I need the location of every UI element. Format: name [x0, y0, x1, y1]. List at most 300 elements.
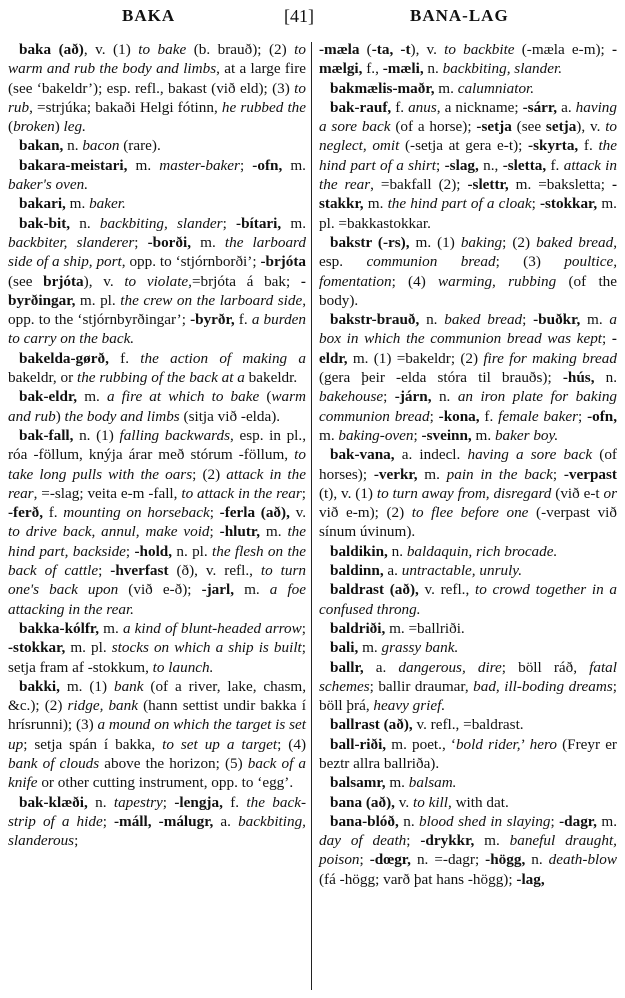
dictionary-entry	[8, 214, 306, 349]
headword: -sveinn,	[421, 426, 472, 444]
entry-text: f.	[546, 156, 564, 174]
headword: baldrast (að),	[330, 581, 419, 599]
entry-text: m. pl.	[65, 639, 112, 657]
translation: calumniator.	[457, 79, 535, 97]
entry-text: n.	[525, 851, 549, 869]
entry-text: (of the body).	[319, 272, 617, 309]
translation: untractable, unruly.	[401, 562, 522, 580]
headword: brjóta	[43, 272, 84, 290]
entry-text: bakeldr, or	[8, 369, 77, 387]
translation: anus	[408, 98, 437, 116]
right-column	[319, 40, 617, 889]
dictionary-entry	[319, 542, 617, 561]
headword: -jarl,	[201, 581, 235, 599]
translation: to violate,	[124, 272, 192, 290]
headword: bak-eldr,	[19, 388, 78, 406]
entry-text: ;	[162, 793, 175, 811]
translation: hero	[529, 735, 557, 753]
entry-text: a.	[557, 98, 576, 116]
headword: -eldr,	[319, 330, 617, 367]
translation: to attack in the rear	[181, 484, 302, 502]
entry-text: (b. brauð); (2)	[186, 41, 295, 58]
headword: ball-riði,	[330, 735, 387, 753]
entry-text: (	[259, 388, 272, 406]
entry-text: (Freyr er beztr allra ballriða).	[319, 735, 617, 772]
entry-text: f.	[391, 98, 409, 116]
translation: to bake	[138, 41, 187, 58]
translation: blood shed in slaying	[419, 812, 551, 830]
entry-text: ;	[522, 311, 534, 329]
entry-text: m. =baksletta;	[508, 176, 612, 194]
translation: to kill	[412, 793, 448, 811]
entry-text: (ð), v. refl.,	[168, 562, 261, 580]
headword: -ferð,	[8, 504, 43, 522]
headword: bakstr (-rs),	[330, 233, 410, 251]
headword: -sárr,	[522, 98, 558, 116]
headword: -mæli,	[382, 60, 424, 78]
translation: an iron plate for baking communion bread	[319, 388, 618, 425]
headword: baldinn,	[330, 562, 384, 580]
entry-text: , v. (1)	[83, 41, 139, 58]
translation: to take long pulls with the oars	[8, 446, 306, 483]
headword: -buðkr,	[533, 311, 581, 329]
translation: having a sore back	[467, 446, 593, 464]
entry-text: m.	[471, 426, 495, 444]
translation: master-baker	[159, 156, 240, 174]
translation: having a sore back	[319, 98, 617, 136]
translation: stocks on which a ship is built	[111, 639, 302, 657]
entry-text: (sitja við -elda).	[179, 407, 281, 425]
translation: the hind part of a shirt	[319, 137, 617, 174]
headword: balsamr,	[330, 774, 386, 792]
entry-text: ;	[239, 156, 253, 174]
headword: bakka-kólfr,	[19, 619, 100, 637]
entry-text: m.	[474, 832, 510, 850]
dictionary-entry	[319, 715, 617, 734]
dictionary-entry	[319, 561, 617, 580]
translation: to rub	[8, 79, 306, 116]
headword: -dœgr,	[369, 851, 411, 869]
entry-text: ; (2)	[502, 233, 537, 251]
entry-text: n.	[387, 542, 407, 560]
translation: the crew on the larboard side	[120, 291, 303, 309]
headword: -slag,	[444, 156, 479, 174]
entry-text: ; (3)	[495, 253, 565, 271]
headword: -kona,	[438, 407, 480, 425]
entry-text: ; setja spán í bakka,	[23, 735, 163, 753]
entry-text: m.	[127, 156, 160, 174]
entry-text: f.,	[362, 60, 383, 78]
entry-text: , opp. to ‘stjórnborði’;	[121, 253, 261, 271]
entry-text: ; (2)	[192, 465, 227, 483]
entry-text: m. (1)	[59, 677, 114, 695]
entry-text: ; böll þrá,	[319, 677, 617, 715]
headword: bakki,	[19, 677, 60, 695]
entry-text: m. pl. =bakkastokkar.	[319, 195, 617, 232]
entry-text: m.	[580, 311, 610, 329]
entry-text: f.	[234, 311, 252, 329]
dictionary-entry	[319, 233, 617, 310]
translation: bank of clouds	[8, 754, 100, 772]
headword: -högg,	[485, 851, 526, 869]
entry-text: (of a river, lake, chasm, &c.); (2)	[8, 677, 306, 715]
entry-text: ; ballir draumar,	[369, 677, 474, 695]
entry-text: ;	[301, 619, 306, 637]
headword: bak-fall,	[19, 426, 74, 444]
headword: -hverfast	[110, 562, 169, 580]
translation: broken	[13, 118, 55, 136]
entry-text: n. =-dagr;	[410, 851, 486, 869]
dictionary-entry	[8, 387, 306, 426]
translation: ridge, bank	[67, 697, 138, 715]
entry-text: m.	[99, 619, 123, 637]
entry-text: m. (1) =bakeldr; (2)	[347, 349, 484, 367]
translation: a foe attacking in the rear.	[8, 581, 306, 618]
translation: baked bread	[444, 311, 523, 329]
headword: -hlutr,	[219, 523, 261, 541]
translation: to set up a target	[162, 735, 278, 753]
headword: bak-vana,	[330, 446, 395, 464]
translation: baneful draught, poison	[319, 832, 617, 869]
entry-text: ;	[578, 407, 588, 425]
entry-text: við e-m); (2)	[319, 504, 412, 522]
translation: to drive back, annul, make void	[8, 523, 210, 541]
translation: day of death	[319, 832, 407, 850]
translation: death-blow	[548, 851, 617, 869]
entry-text: =brjóta á bak;	[191, 272, 301, 290]
entry-text: , esp.	[319, 233, 617, 271]
translation: heavy grief.	[373, 697, 446, 715]
headword: -slettr,	[467, 176, 509, 194]
header-first-word: BAKA	[122, 6, 176, 25]
entry-text: ; (4)	[391, 272, 439, 290]
entry-text: ), v.	[410, 41, 445, 58]
headword: -máll, -málugr,	[114, 812, 214, 830]
entry-text: m. pl.	[75, 291, 121, 309]
entry-text: n.	[594, 369, 618, 387]
translation: warm and rub	[8, 388, 306, 425]
translation: bank	[113, 677, 144, 695]
translation: backbiting, slanderous	[8, 812, 306, 850]
entry-text: , =-slag; veita e-m -fall,	[33, 484, 182, 502]
entry-text: n.	[419, 311, 445, 329]
translation: a fire at which to bake	[106, 388, 260, 406]
entry-text: v. refl.,	[418, 581, 475, 599]
entry-text: (see	[8, 272, 44, 290]
entry-text: m.	[191, 233, 225, 251]
translation: female baker	[498, 407, 579, 425]
headword: -verkr,	[373, 465, 418, 483]
translation: to warm and rub the body and limbs	[8, 41, 306, 78]
translation: to turn away from, disregard	[376, 484, 552, 502]
entry-text: , a nickname;	[436, 98, 523, 116]
entry-text: ), v.	[83, 272, 125, 290]
entry-text: m. =ballriði.	[385, 619, 465, 637]
headword: bak-bit,	[19, 214, 71, 232]
translation: tapestry	[113, 793, 163, 811]
dictionary-entry	[8, 677, 306, 793]
translation: communion bread	[366, 253, 496, 271]
entry-text: m.	[319, 426, 339, 444]
dictionary-entry	[319, 619, 617, 638]
entry-text: (see	[511, 118, 546, 136]
headword: bakstr-brauð,	[330, 311, 420, 329]
dictionary-entry	[319, 638, 617, 657]
headword: -byrðr,	[190, 311, 235, 329]
entry-text: ;	[301, 484, 306, 502]
translation: back of a knife	[8, 754, 307, 792]
translation: leg.	[63, 118, 86, 136]
headword: -ferla (að),	[219, 504, 290, 522]
headword: -borði,	[147, 233, 192, 251]
translation: backbiting, slander.	[442, 60, 562, 78]
entry-text: ;	[359, 851, 370, 869]
headword: -mælgi,	[319, 41, 618, 78]
entry-text: ;	[102, 812, 114, 830]
entry-text: f.	[43, 504, 64, 522]
entry-text: v.	[394, 793, 413, 811]
headword: -lengja,	[174, 793, 223, 811]
translation: attack in the rear	[8, 465, 306, 502]
dictionary-entry	[319, 812, 617, 889]
entry-text: ; böll ráð,	[501, 658, 590, 676]
headword: -dagr,	[559, 812, 597, 830]
translation: baker's oven.	[8, 176, 89, 194]
entry-text: m.	[596, 812, 617, 830]
dictionary-entry	[8, 40, 306, 136]
page-number: [41]	[284, 6, 314, 26]
translation: backbiter, slanderer	[8, 233, 135, 251]
header-last-word: BANA-LAG	[410, 6, 509, 25]
entry-text: (-mæla e-m);	[514, 41, 612, 58]
headword: -hús,	[562, 369, 595, 387]
entry-text: )	[54, 118, 64, 136]
headword: -ta, -t	[371, 41, 411, 58]
entry-text: ;	[406, 832, 421, 850]
entry-text: n. pl.	[172, 542, 213, 560]
dictionary-entry	[8, 349, 306, 388]
translation: baker.	[89, 195, 126, 213]
entry-text: a. indecl.	[394, 446, 468, 464]
entry-text: n.	[398, 812, 420, 830]
dictionary-entry	[8, 793, 306, 851]
translation: he rubbed the	[221, 98, 307, 116]
entry-text: n.	[431, 388, 458, 406]
headword: -stokkar,	[8, 639, 66, 657]
entry-text: (við e-t	[551, 484, 604, 502]
entry-text: a.	[383, 562, 402, 580]
entry-text: )	[55, 407, 65, 425]
dictionary-entry	[8, 136, 306, 155]
translation: mounting on horseback	[63, 504, 210, 522]
translation: balsam.	[408, 774, 457, 792]
translation: the hind part, backside	[8, 523, 306, 560]
entry-text: n.	[63, 137, 83, 155]
dictionary-entry	[319, 580, 617, 619]
entry-text: ), v.	[576, 118, 606, 136]
entry-text: m.	[417, 465, 447, 483]
entry-text: (fá -högg; varð þat hans -högg);	[319, 870, 517, 888]
dictionary-entry	[319, 310, 617, 445]
entry-text: a.	[363, 658, 399, 676]
entry-text: m.	[363, 195, 388, 213]
dictionary-entry	[319, 445, 617, 541]
entry-text: m.	[434, 79, 458, 97]
translation: a box in which the communion bread was kept	[319, 311, 617, 348]
entry-text: ;	[209, 504, 220, 522]
entry-text: , esp. in pl., róa -föllum, knýja árar með stórum -föllum,	[8, 426, 306, 464]
translation: baked bread	[536, 233, 614, 251]
headword: baka (að)	[19, 41, 84, 58]
translation: baldaquin, rich brocade.	[406, 542, 558, 560]
headword: -hold,	[134, 542, 173, 560]
dictionary-entry	[8, 156, 306, 195]
translation: to flee before one	[411, 504, 529, 522]
dictionary-entry	[319, 773, 617, 792]
entry-text: (við e-ð);	[118, 581, 202, 599]
entry-text: m.	[385, 774, 409, 792]
entry-text: ;	[531, 195, 540, 213]
entry-text: (	[359, 41, 372, 58]
translation: bold rider,	[455, 735, 521, 753]
entry-text: ; (4)	[277, 735, 307, 753]
entry-text: (	[8, 118, 14, 136]
entry-text: a.	[213, 812, 239, 830]
entry-text: ;	[98, 562, 111, 580]
headword: setja	[545, 118, 577, 136]
headword: bakari,	[19, 195, 66, 213]
headword: ballrast (að),	[330, 716, 413, 734]
entry-text: m.	[77, 388, 107, 406]
translation: to neglect, omit	[319, 118, 618, 155]
headword: bakan,	[19, 137, 64, 155]
translation: fatal schemes	[319, 658, 617, 695]
translation: the larboard side of a ship, port	[8, 233, 306, 271]
entry-text: n.,	[478, 156, 503, 174]
translation: to launch.	[152, 658, 214, 676]
entry-text: (rare).	[119, 137, 161, 155]
entry-text: n.	[423, 60, 443, 78]
headword: -byrðingar,	[8, 272, 306, 309]
dictionary-entry	[319, 40, 617, 79]
entry-text: (t), v. (1)	[319, 484, 377, 502]
entry-text: f.	[578, 137, 599, 155]
translation: to turn one's back upon	[8, 562, 306, 599]
translation: to backbite	[444, 41, 515, 58]
entry-text: bakeldr.	[244, 369, 298, 387]
headword: bak-rauf,	[330, 98, 392, 116]
headword: bana (að),	[330, 793, 395, 811]
left-column	[8, 40, 306, 850]
dictionary-entry	[319, 793, 617, 812]
translation: the back-strip of a hide	[8, 793, 307, 830]
entry-text: ;	[383, 388, 395, 406]
translation: warming, rubbing	[438, 272, 557, 290]
entry-text: (-verpast við sínum úvinum).	[319, 504, 617, 541]
entry-text: , at a large fire (see ‘bakeldr’); esp. refl., bakast (við eld); (3)	[8, 60, 306, 97]
entry-text: , =strjúka; bakaði Helgi fótinn,	[29, 98, 222, 116]
headword: -ofn,	[587, 407, 618, 425]
entry-text: v.	[289, 504, 307, 522]
translation: pain in the back	[446, 465, 553, 483]
translation: backbiting, slander	[99, 214, 223, 232]
dictionary-entry	[8, 619, 306, 677]
entry-text: ;	[602, 330, 612, 348]
translation: the hind part of a cloak	[387, 195, 532, 213]
headword: -brjóta	[260, 253, 306, 271]
entry-text: (of a horse);	[390, 118, 477, 136]
entry-text: f.	[108, 349, 141, 367]
entry-text: or other cutting instrument, opp. to ‘egg’.	[37, 774, 294, 792]
translation: baker boy.	[494, 426, 559, 444]
entry-text: ’	[520, 735, 530, 753]
headword: -bítari,	[236, 214, 282, 232]
entry-text: ; setja fram af -stokkum,	[8, 639, 306, 676]
entry-text: m.	[282, 156, 306, 174]
entry-text: , opp. to the ‘stjórnbyrðingar’;	[8, 291, 306, 329]
headword: -stakkr,	[319, 176, 618, 213]
translation: to crowd together in a confused throng.	[319, 581, 618, 618]
entry-text: ;	[429, 407, 439, 425]
entry-text: m.	[260, 523, 288, 541]
entry-text: ;	[125, 542, 135, 560]
headword: baldikin,	[330, 542, 388, 560]
entry-text: v. refl., =baldrast.	[412, 716, 524, 734]
translation: attack in the rear	[319, 156, 617, 194]
entry-text: (of horses);	[319, 446, 617, 483]
entry-text: n.	[87, 793, 114, 811]
entry-text: ;	[74, 832, 79, 850]
translation: baking	[460, 233, 503, 251]
translation: the action of making a	[140, 349, 306, 367]
dictionary-entry	[319, 735, 617, 774]
headword: bakelda-gørð,	[19, 349, 109, 367]
translation: baking-oven	[338, 426, 414, 444]
column-divider	[311, 42, 312, 990]
headword: -sletta,	[502, 156, 547, 174]
entry-text: ;	[413, 426, 422, 444]
headword: -skyrta,	[528, 137, 579, 155]
dictionary-entry	[8, 426, 306, 619]
headword: -drykkr,	[420, 832, 475, 850]
headword: bali,	[330, 639, 359, 657]
headword: bakmælis-maðr,	[330, 79, 435, 97]
dictionary-entry	[8, 194, 306, 213]
translation: a mound on which the target is set up	[8, 716, 307, 753]
entry-text: m.	[65, 195, 90, 213]
headword: -setja	[476, 118, 512, 136]
entry-text: m. (1)	[409, 233, 461, 251]
headword: bak-klæði,	[19, 793, 88, 811]
entry-text: m.	[281, 214, 306, 232]
headword: -mæla	[319, 41, 360, 58]
entry-text: (gera þeir -elda stóra til brauðs);	[319, 369, 563, 387]
translation: a burden to carry on the back.	[8, 311, 307, 348]
entry-text: ;	[222, 214, 237, 232]
headword: baldriði,	[330, 619, 386, 637]
translation: bacon	[82, 137, 120, 155]
headword: -lag,	[516, 870, 545, 888]
entry-text: above the horizon; (5)	[99, 754, 248, 772]
entry-text: , with dat.	[448, 793, 509, 811]
headword: -ofn,	[252, 156, 283, 174]
dictionary-entry	[319, 658, 617, 716]
entry-text: f.	[222, 793, 247, 811]
entry-text: ;	[436, 156, 445, 174]
entry-text: m.	[234, 581, 270, 599]
dictionary-entry	[319, 79, 617, 98]
entry-text: n. (1)	[73, 426, 120, 444]
